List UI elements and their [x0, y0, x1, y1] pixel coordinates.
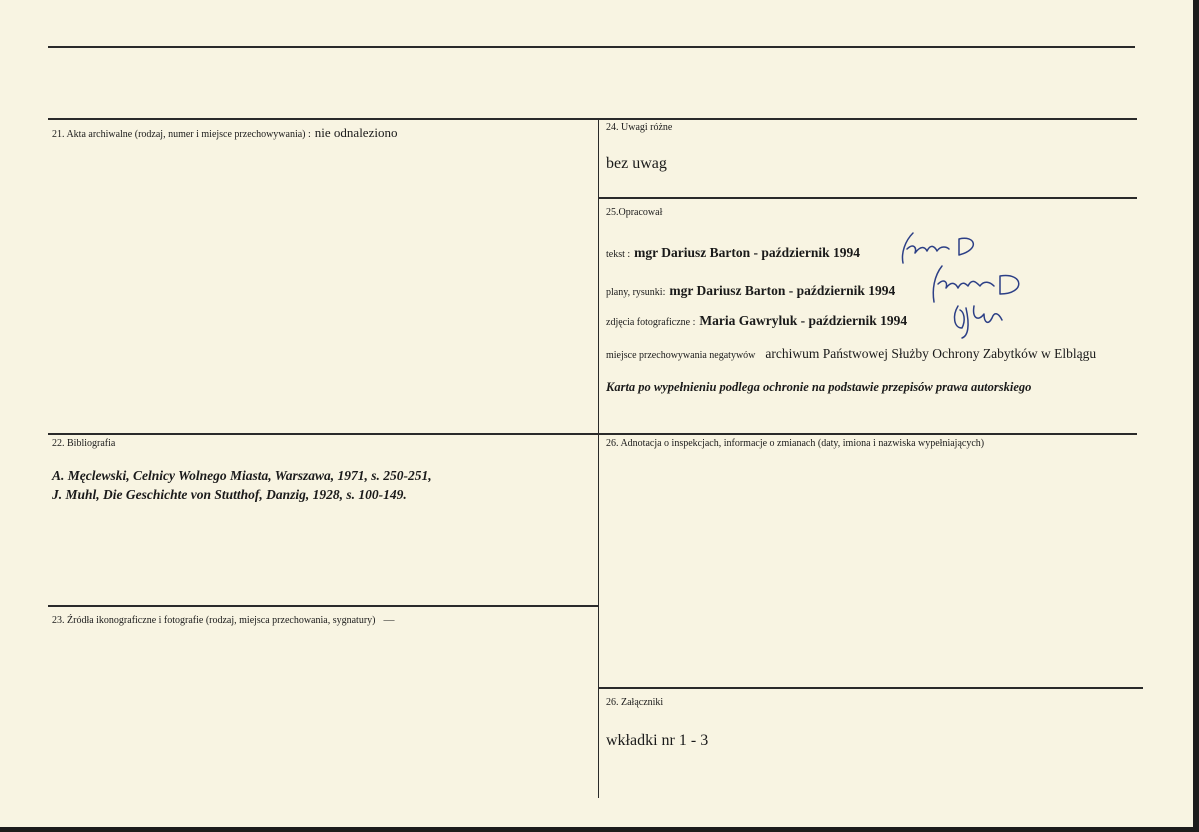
miejsce-label: miejsce przechowywania negatywów [606, 350, 756, 361]
field-23-label: 23. Źródła ikonograficzne i fotografie (rodzaj, miejsca przechowania, sygnatury) [52, 615, 376, 626]
column-divider [598, 118, 599, 798]
field-25-zdjecia-row [606, 312, 907, 330]
rule-26-attach [598, 687, 1143, 689]
field-22-label: 22. Bibliografia [52, 438, 116, 449]
bibliography-line-1: A. Męclewski, Celnicy Wolnego Miasta, Warszawa, 1971, s. 250-251, [52, 468, 432, 483]
field-25-miejsce-row [606, 345, 1096, 363]
rule-row2 [48, 433, 1137, 435]
plany-value: mgr Dariusz Barton - październik 1994 [669, 283, 896, 298]
field-25-label: 25.Opracował [606, 207, 663, 218]
bibliography-line-2: J. Muhl, Die Geschichte von Stutthof, Danzig, 1928, s. 100-149. [52, 487, 407, 502]
rule-24-25 [598, 197, 1137, 199]
scan-border-bottom [0, 827, 1199, 832]
rule-form-top [48, 118, 1137, 120]
field-26-annotations-label: 26. Adnotacja o inspekcjach, informacje o zmianach (daty, imiona i nazwiska wypełniających) [606, 438, 985, 449]
zdjecia-value: Maria Gawryluk - październik 1994 [699, 313, 908, 328]
field-23-value: — [383, 614, 395, 626]
field-24-label: 24. Uwagi różne [606, 122, 673, 133]
field-23 [52, 610, 394, 628]
field-21-label: 21. Akta archiwalne (rodzaj, numer i miejsce przechowywania) : [52, 129, 311, 140]
attachments-value: wkładki nr 1 - 3 [606, 732, 709, 749]
copyright-notice: Karta po wypełnieniu podlega ochronie na podstawie przepisów prawa autorskiego [606, 380, 1032, 394]
tekst-value: mgr Dariusz Barton - październik 1994 [634, 245, 861, 260]
tekst-label: tekst : [606, 249, 631, 260]
field-24-value: bez uwag [606, 155, 667, 172]
zdjecia-label: zdjęcia fotograficzne : [606, 317, 696, 328]
field-25-tekst-row [606, 244, 860, 262]
rule-22-23 [48, 605, 599, 607]
field-25-plany-row [606, 282, 895, 300]
rule-top [48, 46, 1135, 48]
scan-border-right [1193, 0, 1199, 832]
signature-zdjecia [948, 298, 1008, 340]
field-21-value: nie odnaleziono [314, 125, 398, 140]
field-21 [52, 124, 397, 142]
miejsce-value: archiwum Państwowej Służby Ochrony Zabytków w Elblągu [765, 346, 1097, 361]
plany-label: plany, rysunki: [606, 287, 666, 298]
field-26-attachments-label: 26. Załączniki [606, 697, 664, 708]
